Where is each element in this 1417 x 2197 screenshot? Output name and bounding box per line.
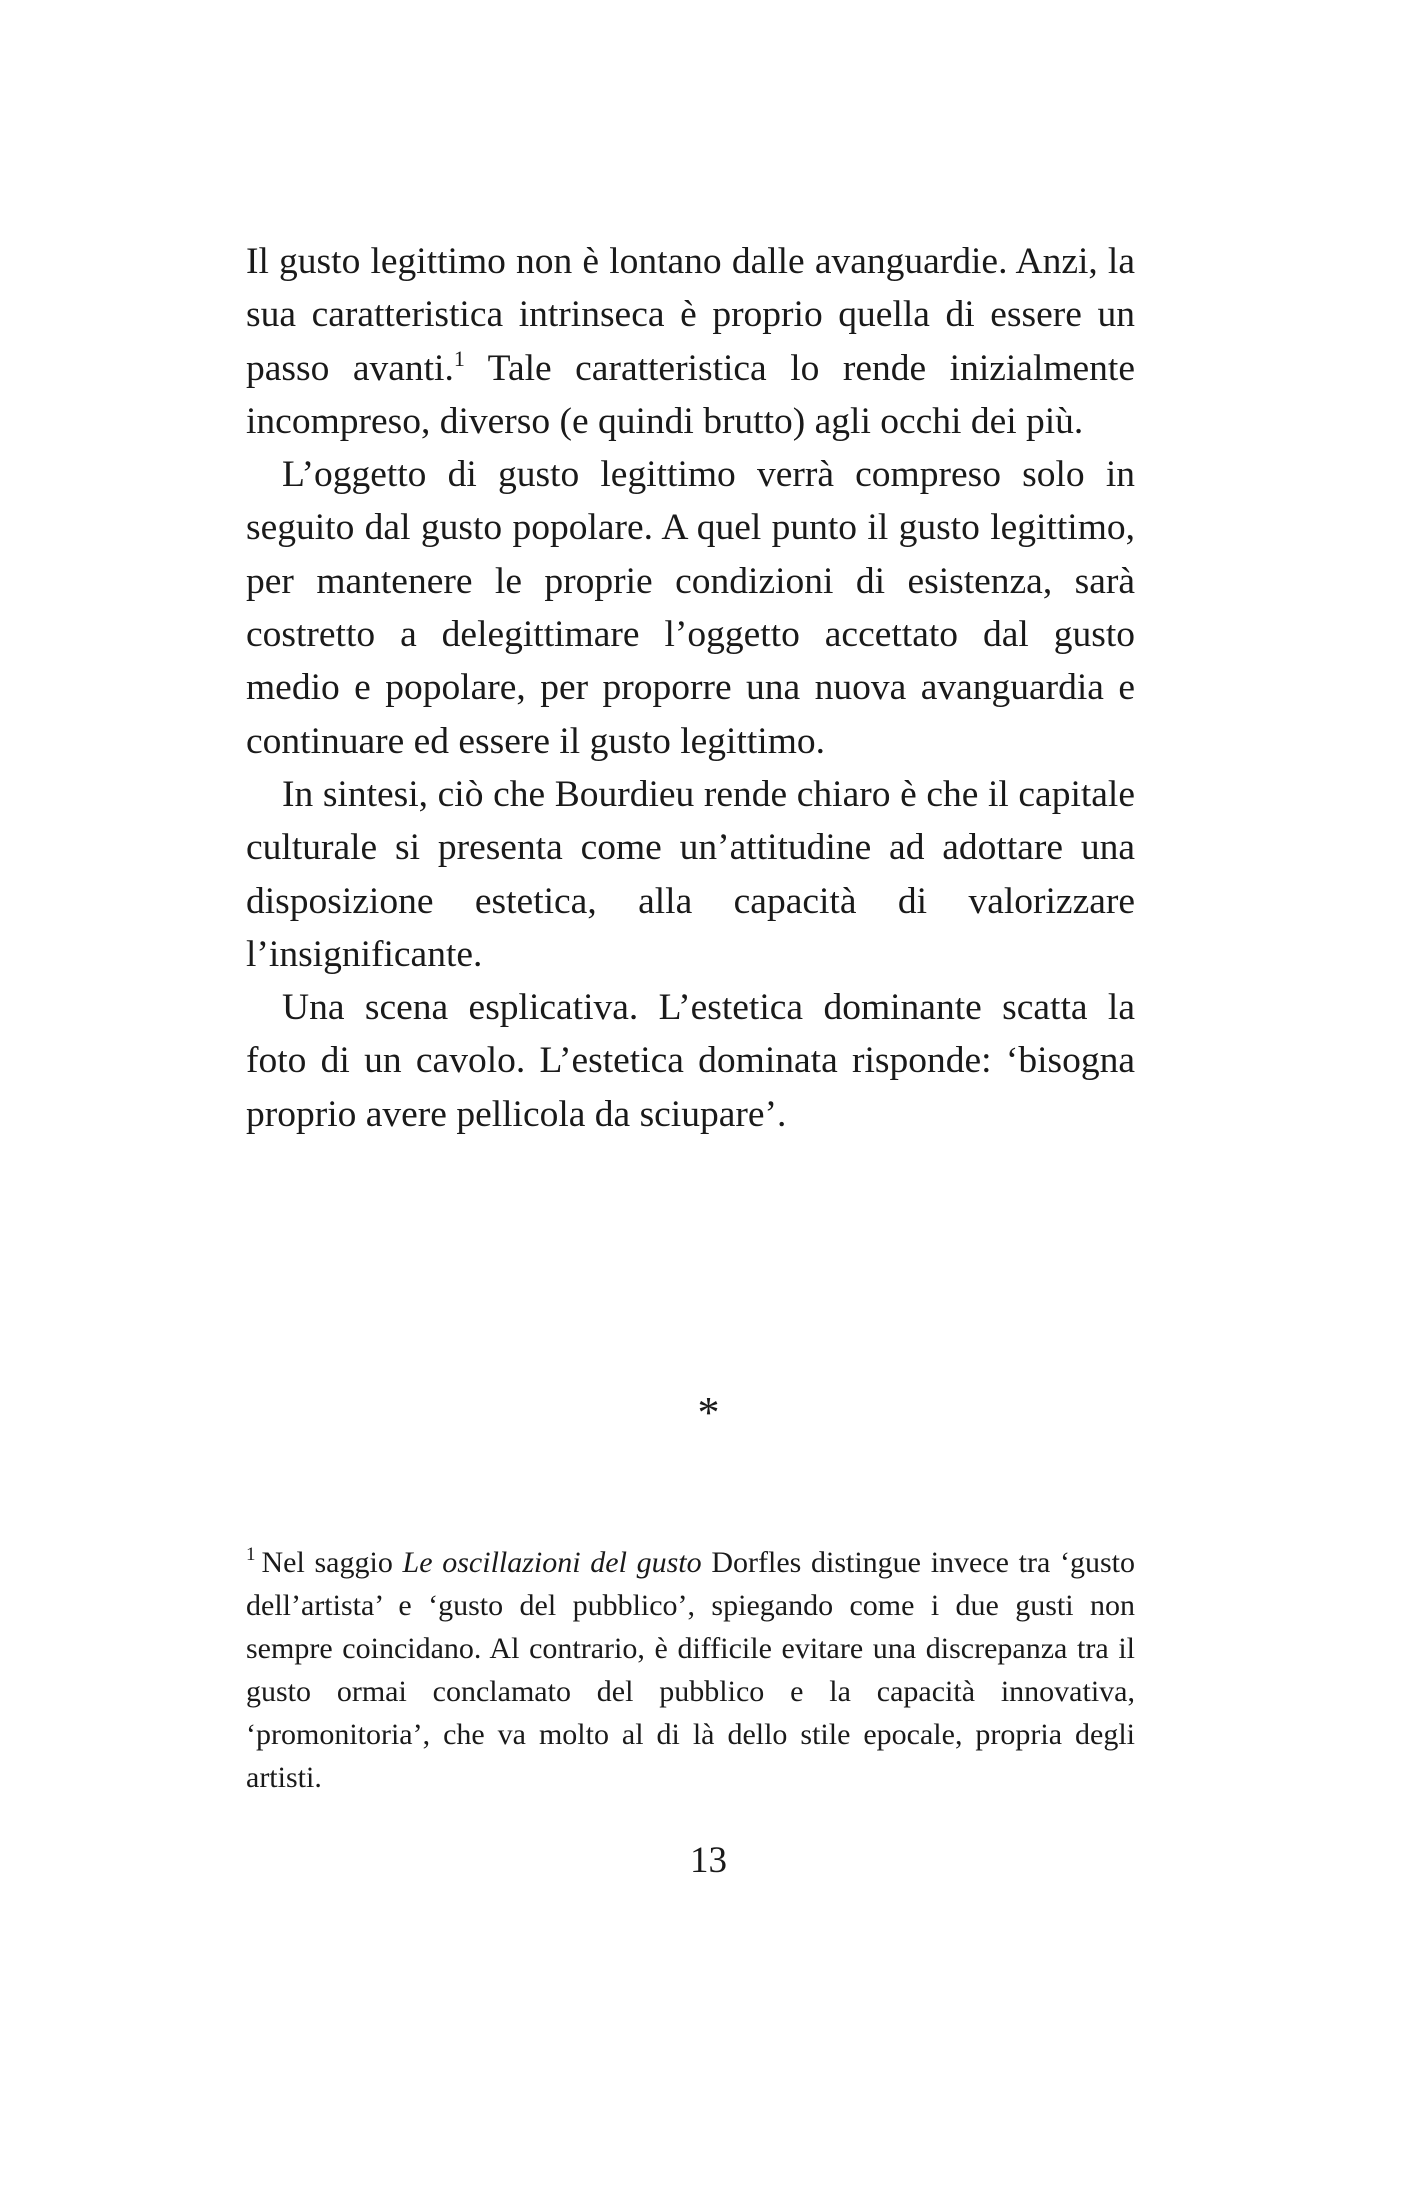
section-separator: * <box>697 1388 720 1437</box>
footnote-number: 1 <box>246 1544 256 1565</box>
footnote <box>246 1541 1135 1799</box>
footnote-text-after: Dorfles distingue invece tra ‘gusto dell’artista’ e ‘gusto del pubblico’, spiegando come i due gusti non sempre coincidano. Al contrario, è difficile evitare una discrepanza tra il gusto ormai conclamato del pubblico e la capacità innovativa, ‘promonitoria’, che va molto al di là dello stile epocale, propria degli artisti. <box>246 1546 1136 1794</box>
paragraph-2: L’oggetto di gusto legittimo verrà compreso solo in seguito dal gusto popolare. A quel punto il gusto legittimo, per mantenere le proprie condizioni di esistenza, sarà costretto a delegittimare l’oggetto accettato dal gusto medio e popolare, per proporre una nuova avanguardia e continuare ed essere il gusto legittimo. <box>246 454 1135 762</box>
footnote-reference: 1 <box>453 345 465 371</box>
paragraph-1 <box>246 235 1135 448</box>
main-text <box>246 235 1135 1141</box>
footnote-paragraph <box>246 1541 1135 1799</box>
paragraph-1-text-a: Il gusto legittimo non è lontano dalle avanguardie. Anzi, la sua caratteristica intrinseca è proprio quella di essere un passo avanti. <box>246 241 1135 389</box>
page-number: 13 <box>690 1840 727 1881</box>
paragraph-4: Una scena esplicativa. L’estetica dominante scatta la foto di un cavolo. L’estetica dominata risponde: ‘bisogna proprio avere pellicola da sciupare’. <box>246 987 1135 1135</box>
footnote-text-before: Nel saggio <box>261 1546 403 1579</box>
footnote-book-title: Le oscillazioni del gusto <box>402 1546 702 1579</box>
paragraph-1-text-b: Tale caratteristica lo rende inizialmente incompreso, diverso (e quindi brutto) agli occhi dei più. <box>246 347 1135 442</box>
paragraph-3: In sintesi, ciò che Bourdieu rende chiaro è che il capitale culturale si presenta come un’attitudine ad adottare una disposizione estetica, alla capacità di valorizzare l’insignificante. <box>246 773 1135 975</box>
